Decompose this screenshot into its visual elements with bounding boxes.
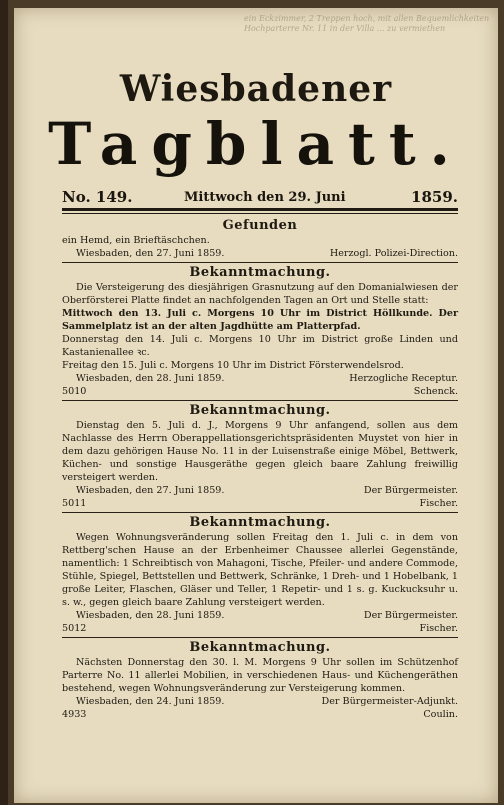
notice-footer [62,695,458,708]
notice-place-date: Wiesbaden, den 28. Juni 1859. [76,610,225,621]
faded-top-text: ein Eckzimmer, 2 Treppen hoch, mit allen Bequemlichkeiten Hochparterre Nr. 11 in der Villa ... zu vermiethen [244,14,490,33]
notice-place-date: Wiesbaden, den 27. Juni 1859. [76,248,225,259]
divider [62,637,458,638]
issue-date: Mittwoch den 29. Juni [184,190,346,205]
notice-text: Dienstag den 5. Juli d. J., Morgens 9 Uhr anfangend, sollen aus dem Nachlasse des Herrn Oberappellationsgerichtspräsidenten Muystet von hier in dem dazu gehörigen Hause No. 11 in der Luisenstraße einige Möbel, Bettwerk, Küchen- und sonstige Hausgeräthe gegen gleich baare Zahlung freiwillig versteigert werden. [62,420,458,483]
notice-number: 5011 [62,498,87,509]
notice-signer: Fischer. [419,498,458,509]
notice-heading: Bekanntmachung. [189,403,331,418]
notice-authority: Der Bürgermeister-Adjunkt. [321,696,458,707]
notice-line: ein Hemd, ein Brieftäschchen. [62,235,210,246]
notice-authority: Der Bürgermeister. [363,610,458,621]
issue-year: 1859. [411,188,458,206]
notice-number: 5012 [62,623,87,634]
notice-signer: Schenck. [413,386,458,397]
notice-footer [62,247,458,260]
notice-heading: Bekanntmachung. [189,515,331,530]
divider [62,262,458,263]
notice-day-2: Donnerstag den 14. Juli c. Morgens 10 Uhr im District große Linden und Kastanienallee ꝛc. [62,334,458,358]
notice-footer [62,609,458,622]
notice-signer: Coulin. [423,709,458,720]
masthead-rule-thick [62,208,458,211]
notice-bekanntmachung-1 [62,266,458,398]
notice-heading: Bekanntmachung. [189,265,331,280]
masthead-rule-thin [62,213,458,214]
masthead-tagblatt: Tagblatt. [48,110,464,178]
newspaper-page [14,8,498,803]
notice-place-date: Wiesbaden, den 24. Juni 1859. [76,696,225,707]
notice-authority: Herzogl. Polizei-Direction. [329,248,458,259]
notice-signature-row [62,385,458,398]
notice-signer: Fischer. [419,623,458,634]
notice-place-date: Wiesbaden, den 28. Juni 1859. [76,373,225,384]
notice-signature-row [62,622,458,635]
masthead-wiesbadener: Wiesbadener [119,68,393,110]
divider [62,400,458,401]
issue-dateline [62,188,458,210]
binding-spine [0,0,8,805]
notice-bekanntmachung-4 [62,641,458,721]
notice-gefunden [62,219,458,260]
notice-heading: Gefunden [222,218,298,233]
notice-place-date: Wiesbaden, den 27. Juni 1859. [76,485,225,496]
notice-day-3: Freitag den 15. Juli c. Morgens 10 Uhr im District Försterwendelsrod. [62,360,404,371]
notice-footer [62,484,458,497]
notice-bekanntmachung-3 [62,516,458,635]
notice-authority: Herzogliche Receptur. [349,373,458,384]
notice-text: Wegen Wohnungsveränderung sollen Freitag den 1. Juli c. in dem von Rettberg'schen Hause an der Erbenheimer Chaussee allerlei Gegenstände, namentlich: 1 Schreibtisch von Mahagoni, Tische, Pfeiler- und andere Commode, Stühle, Spiegel, Bettstellen und Bettwerk, Schränke, 1 Dreh- und 1 Hobelbank, 1 große Leiter, Flaschen, Gläser und Teller, 1 Repetir- und 1 s. g. Kuckucksuhr u. s. w., gegen gleich baare Zahlung versteigert werden. [62,532,458,608]
notice-day-1: Mittwoch den 13. Juli c. Morgens 10 Uhr im District Höllkunde. Der Sammelplatz ist an der alten Jagdhütte am Platterpfad. [62,308,458,332]
divider [62,512,458,513]
notices-column [62,216,458,721]
notice-signature-row [62,708,458,721]
notice-text: Die Versteigerung des diesjährigen Grasnutzung auf den Domanialwiesen der Oberförsterei Platte findet an nachfolgenden Tagen an Ort und Stelle statt: [62,282,458,306]
notice-heading: Bekanntmachung. [189,640,331,655]
notice-footer [62,372,458,385]
notice-authority: Der Bürgermeister. [363,485,458,496]
notice-number: 5010 [62,386,87,397]
notice-text: Nächsten Donnerstag den 30. l. M. Morgens 9 Uhr sollen im Schützenhof Parterre No. 11 allerlei Mobilien, in verschiedenen Haus- und Küchengeräthen bestehend, wegen Wohnungsveränderung zur Versteigerung kommen. [62,657,458,694]
issue-number: No. 149. [62,188,133,206]
notice-signature-row [62,497,458,510]
notice-number: 4933 [62,709,87,720]
notice-bekanntmachung-2 [62,404,458,510]
